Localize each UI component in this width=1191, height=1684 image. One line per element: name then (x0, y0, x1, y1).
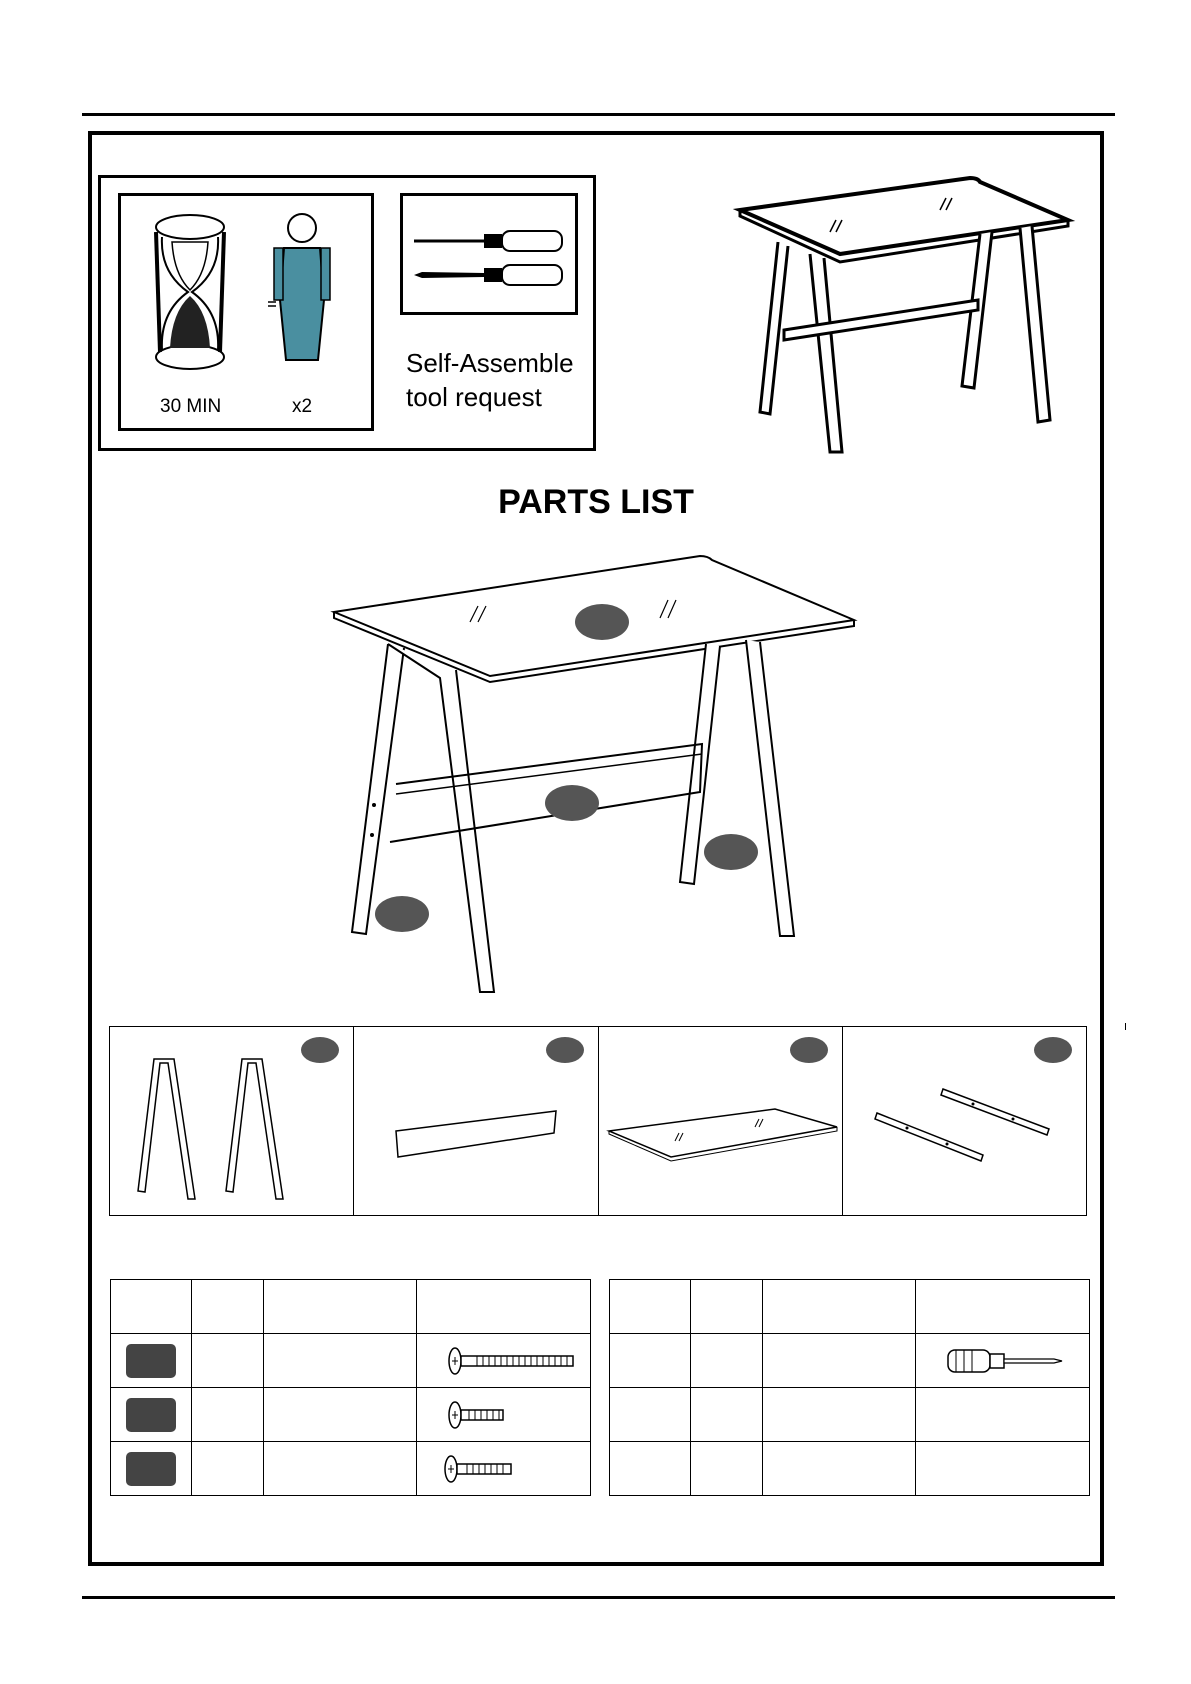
glass-top-callout (575, 604, 629, 640)
desc-cell (763, 1334, 916, 1388)
tool-note-line1: Self-Assemble (406, 348, 574, 378)
part-cell-glass (599, 1027, 843, 1215)
header-cell (264, 1280, 417, 1334)
header-cell (691, 1280, 763, 1334)
table-row (610, 1334, 1090, 1388)
parts-list-title: PARTS LIST (498, 483, 694, 521)
table-row (111, 1388, 591, 1442)
time-label: 30 MIN (160, 396, 222, 417)
table-row (610, 1442, 1090, 1496)
part-badge (1034, 1037, 1072, 1063)
desc-cell (264, 1442, 417, 1496)
part-swatch-cell (111, 1442, 192, 1496)
part-cell-legs (110, 1027, 354, 1215)
icon-cell (916, 1388, 1090, 1442)
screwdriver-icon (946, 1346, 1066, 1376)
people-count-label: x2 (292, 396, 313, 417)
icon-cell (916, 1442, 1090, 1496)
phillips-screwdriver-icon (412, 264, 572, 286)
part-swatch-cell (111, 1388, 192, 1442)
header-cell (763, 1280, 916, 1334)
long-bolt-icon (447, 1346, 577, 1376)
desc-cell (763, 1442, 916, 1496)
flathead-screwdriver-icon (412, 230, 572, 252)
support-panel-callout (545, 785, 599, 821)
part-swatch (126, 1452, 176, 1486)
front-leg-callout (375, 896, 429, 932)
qty-cell (192, 1334, 264, 1388)
assembled-desk-illustration (730, 172, 1080, 472)
table-row (111, 1334, 591, 1388)
icon-cell (417, 1388, 591, 1442)
table-header-row (610, 1280, 1090, 1334)
part-cell (610, 1334, 691, 1388)
margin-mark (1125, 1023, 1126, 1030)
header-cell (111, 1280, 192, 1334)
part-badge (790, 1037, 828, 1063)
parts-row (109, 1026, 1087, 1216)
bracket-icon (873, 1085, 1063, 1175)
header-cell (417, 1280, 591, 1334)
tool-note (406, 346, 574, 414)
part-swatch-cell (111, 1334, 192, 1388)
part-cell (610, 1388, 691, 1442)
tool-note-line2: tool request (406, 382, 542, 412)
part-badge (546, 1037, 584, 1063)
qty-cell (691, 1334, 763, 1388)
desc-cell (264, 1334, 417, 1388)
desc-cell (763, 1388, 916, 1442)
qty-cell (691, 1442, 763, 1496)
medium-screw-icon (443, 1454, 515, 1484)
part-cell-panel (354, 1027, 598, 1215)
hourglass-icon (150, 212, 230, 372)
qty-cell (691, 1388, 763, 1442)
support-panel-icon (392, 1105, 562, 1165)
header-cell (192, 1280, 264, 1334)
assembler-person-icon (262, 210, 342, 370)
qty-cell (192, 1442, 264, 1496)
part-cell (610, 1442, 691, 1496)
table-row (610, 1388, 1090, 1442)
icon-cell (916, 1334, 1090, 1388)
part-swatch (126, 1344, 176, 1378)
bottom-rule (82, 1596, 1115, 1599)
glass-top-icon (605, 1101, 841, 1171)
table-row (111, 1442, 591, 1496)
table-header-row (111, 1280, 591, 1334)
header-cell (916, 1280, 1090, 1334)
desc-cell (264, 1388, 417, 1442)
qty-cell (192, 1388, 264, 1442)
part-swatch (126, 1398, 176, 1432)
part-badge (301, 1037, 339, 1063)
tool-box (400, 193, 578, 315)
rear-leg-callout (704, 834, 758, 870)
icon-cell (417, 1442, 591, 1496)
icon-cell (417, 1334, 591, 1388)
top-rule (82, 113, 1115, 116)
header-cell (610, 1280, 691, 1334)
short-screw-icon (447, 1400, 507, 1430)
part-cell-brackets (843, 1027, 1086, 1215)
a-frame-leg-icon (132, 1053, 292, 1203)
hardware-table-left (110, 1279, 591, 1496)
hardware-table-right (609, 1279, 1090, 1496)
